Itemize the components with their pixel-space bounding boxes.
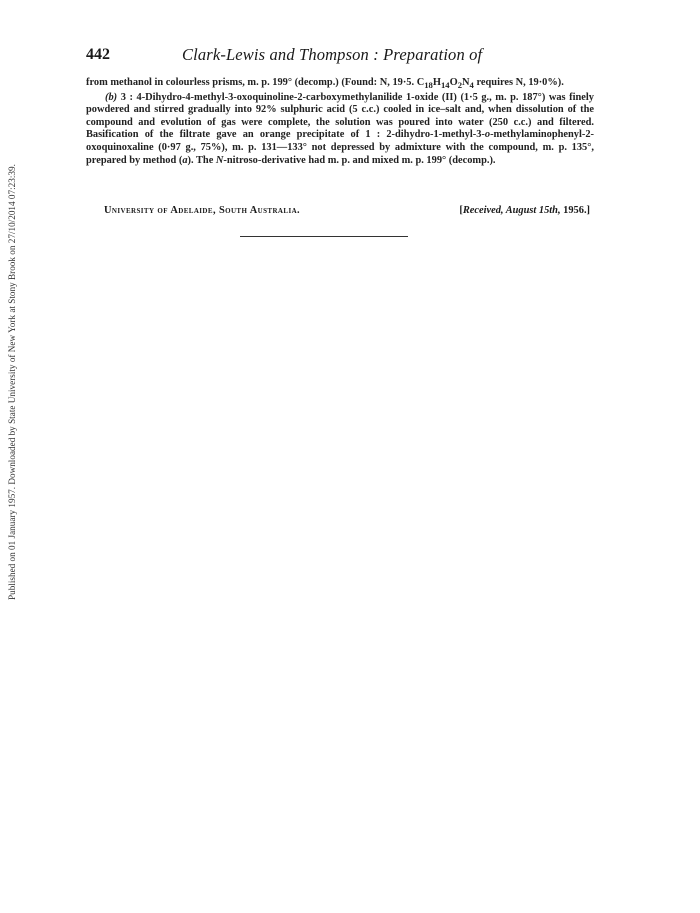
received-label: Received, August 15th, [462,205,561,216]
received-year: 1956.] [560,205,590,216]
formula-h: H [432,77,441,88]
formula-o-sub: 2 [457,80,463,91]
received-date [459,205,590,216]
p2-label: (b) [105,91,118,103]
running-title: Clark-Lewis and Thompson : Preparation of [182,45,483,64]
p1-text-after: requires N, 19·0%). [473,77,564,88]
p2-italic-n: N [215,154,224,166]
formula-c-sub: 18 [424,80,433,91]
article-footer [86,205,594,219]
affiliation: University of Adelaide, South Australia. [104,205,301,216]
p2-italic-a: a [182,154,188,166]
download-attribution-text: Published on 01 January 1957. Downloaded by State University of New York at Stony Brook on 27/10/2014 07:23:39. [7,164,17,600]
paragraph-1 [86,77,594,92]
page-header [86,44,594,68]
p1-text-before: from methanol in colourless prisms, m. p. 199° (decomp.) (Found: N, 19·5. C [86,77,425,88]
formula-n: N [462,77,470,88]
p2-text: 3 : 4-Dihydro-4-methyl-3-oxoquinoline-2-carboxymethylanilide 1-oxide (II) (1·5 g., m. p. 187°) was finely powdered and stirred gradually into 92% sulphuric acid (5 c.c.) cooled in ice–salt and, when dissolution of the compound and evolution of gas were complete, the solution was poured into water (250 c.c.) and filtered. Basification of the filtrate gave an orange precipitate of 1 : 2-dihydro-1-methyl-3- [86,91,594,141]
paragraph-2 [86,92,594,168]
formula-n-sub: 4 [469,80,474,91]
p2-text4: -nitroso-derivative had m. p. and mixed m. p. 199° (decomp.). [223,154,496,166]
received-open-bracket: [ [459,205,463,216]
formula-o: O [449,77,458,88]
end-rule-divider [240,236,408,237]
p2-text3: ). The [187,154,216,166]
article-body [86,77,594,167]
formula-h-sub: 14 [440,80,450,91]
download-attribution-margin [4,80,20,600]
page-number: 442 [86,46,110,63]
p2-text2: -methylaminophenyl-2-oxoquinoxaline (0·97 g., 75%), m. p. 131—133° not depressed by admixture with the compound, m. p. 135°, prepared by method ( [86,129,594,166]
p2-italic-o: o [484,129,491,141]
